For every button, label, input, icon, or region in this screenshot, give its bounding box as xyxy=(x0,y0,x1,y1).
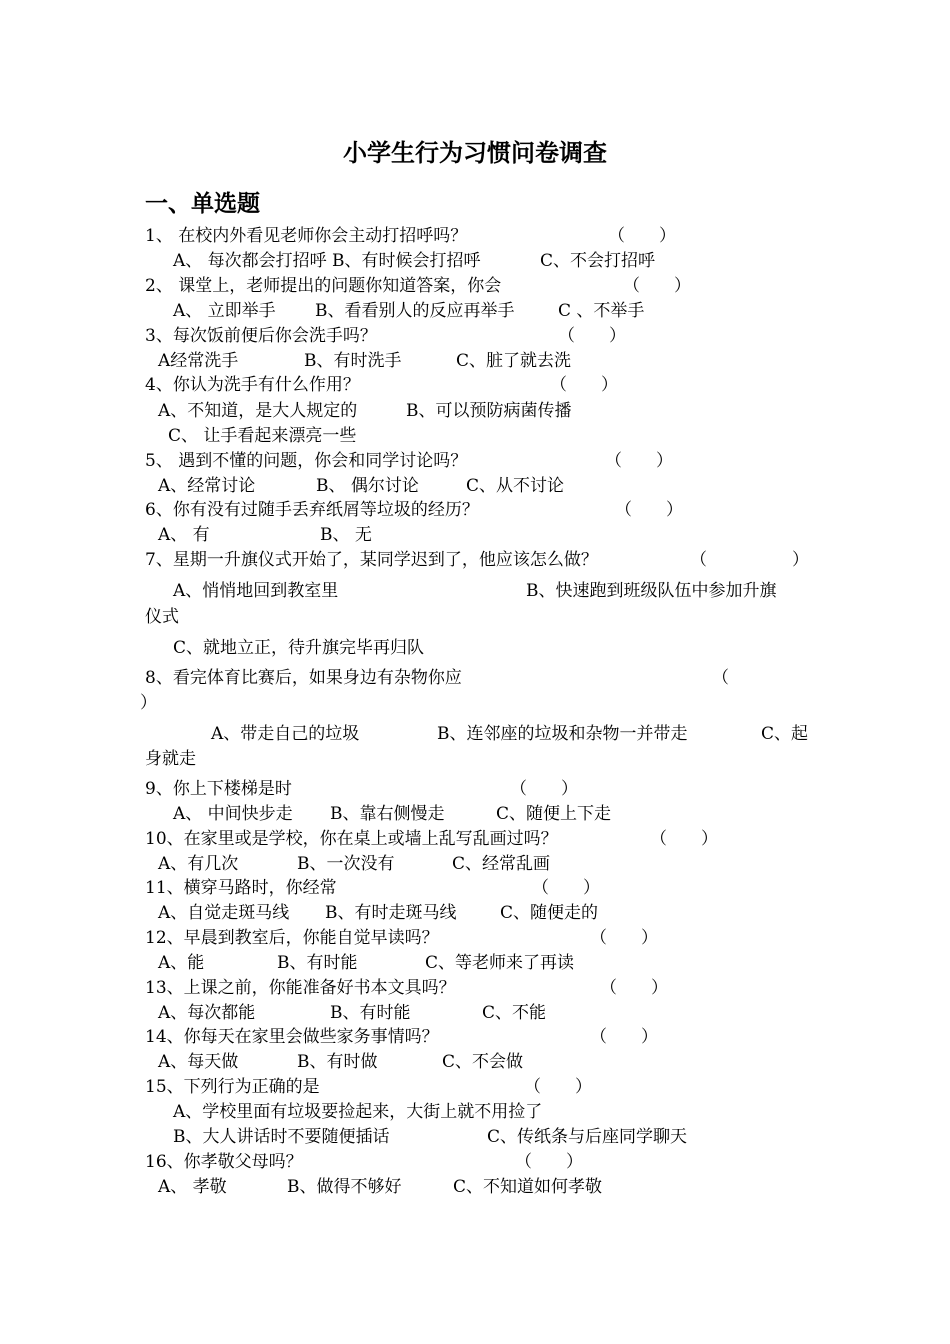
answer-blank-9[interactable]: （ ） xyxy=(510,779,578,799)
option-3c: C、脏了就去洗 xyxy=(456,351,572,371)
option-3b: B、有时洗手 xyxy=(304,351,402,371)
section-heading: 一、单选题 xyxy=(145,191,260,217)
question-5: 5、 遇到不懂的问题，你会和同学讨论吗？ xyxy=(145,451,468,471)
option-9b: B、靠右侧慢走 xyxy=(330,804,445,824)
option-15b: B、大人讲话时不要随便插话 xyxy=(173,1127,390,1147)
option-7b: B、快速跑到班级队伍中参加升旗 xyxy=(526,581,777,601)
option-7c: C、就地立正，待升旗完毕再归队 xyxy=(173,638,425,658)
question-7: 7、星期一升旗仪式开始了，某同学迟到了，他应该怎么做？ xyxy=(145,550,598,570)
option-16c: C、不知道如何孝敬 xyxy=(453,1177,603,1197)
option-14c: C、不会做 xyxy=(442,1052,524,1072)
option-6b: B、 无 xyxy=(320,525,372,545)
option-5c: C、从不讨论 xyxy=(466,476,565,496)
option-2c: C 、不举手 xyxy=(558,301,645,321)
option-1b: B、有时候会打招呼 xyxy=(332,251,481,271)
answer-blank-6[interactable]: （ ） xyxy=(615,500,683,520)
question-13: 13、上课之前，你能准备好书本文具吗？ xyxy=(145,978,456,998)
option-2a: A、 立即举手 xyxy=(173,301,276,321)
page-title: 小学生行为习惯问卷调查 xyxy=(343,139,607,167)
question-6: 6、你有没有过随手丢弃纸屑等垃圾的经历？ xyxy=(145,500,479,520)
question-12: 12、早晨到教室后，你能自觉早读吗？ xyxy=(145,928,439,948)
question-1: 1、 在校内外看见老师你会主动打招呼吗？ xyxy=(145,226,468,246)
option-4a: A、不知道，是大人规定的 xyxy=(158,401,358,421)
option-12c: C、等老师来了再读 xyxy=(425,953,575,973)
option-3a: A经常洗手 xyxy=(158,351,239,371)
option-15a: A、学校里面有垃圾要捡起来，大街上就不用捡了 xyxy=(173,1102,543,1122)
option-9c: C、随便上下走 xyxy=(496,804,612,824)
question-2: 2、 课堂上，老师提出的问题你知道答案，你会 xyxy=(145,276,502,296)
option-11c: C、随便走的 xyxy=(500,903,599,923)
option-14b: B、有时做 xyxy=(297,1052,378,1072)
answer-blank-8-open[interactable]: （ xyxy=(712,668,729,688)
option-2b: B、看看别人的反应再举手 xyxy=(315,301,515,321)
answer-blank-3[interactable]: （ ） xyxy=(558,326,626,346)
option-11b: B、有时走斑马线 xyxy=(325,903,457,923)
answer-blank-13[interactable]: （ ） xyxy=(600,978,668,998)
option-11a: A、自觉走斑马线 xyxy=(158,903,290,923)
option-12a: A、能 xyxy=(158,953,205,973)
option-7a: A、悄悄地回到教室里 xyxy=(173,581,339,601)
option-6a: A、 有 xyxy=(158,525,210,545)
question-8: 8、看完体育比赛后，如果身边有杂物你应 xyxy=(145,668,462,688)
option-13a: A、每次都能 xyxy=(158,1003,256,1023)
option-5a: A、经常讨论 xyxy=(158,476,256,496)
option-14a: A、每天做 xyxy=(158,1052,239,1072)
question-10: 10、在家里或是学校，你在桌上或墙上乱写乱画过吗？ xyxy=(145,829,558,849)
answer-blank-10[interactable]: （ ） xyxy=(650,829,718,849)
question-16: 16、你孝敬父母吗？ xyxy=(145,1152,303,1172)
question-4: 4、你认为洗手有什么作用？ xyxy=(145,375,360,395)
question-11: 11、横穿马路时，你经常 xyxy=(145,878,337,898)
option-9a: A、 中间快步走 xyxy=(173,804,293,824)
option-12b: B、有时能 xyxy=(277,953,358,973)
option-8b: B、连邻座的垃圾和杂物一并带走 xyxy=(437,724,688,744)
answer-blank-14[interactable]: （ ） xyxy=(590,1027,658,1047)
option-4c: C、 让手看起来漂亮一些 xyxy=(168,426,357,446)
option-10c: C、经常乱画 xyxy=(452,854,551,874)
option-10b: B、一次没有 xyxy=(297,854,395,874)
option-10a: A、有几次 xyxy=(158,854,239,874)
option-16a: A、 孝敬 xyxy=(158,1177,227,1197)
question-9: 9、你上下楼梯是时 xyxy=(145,779,292,799)
answer-blank-15[interactable]: （ ） xyxy=(524,1077,592,1097)
option-5b: B、 偶尔讨论 xyxy=(316,476,419,496)
option-16b: B、做得不够好 xyxy=(287,1177,402,1197)
answer-blank-1[interactable]: （ ） xyxy=(608,226,676,246)
option-4b: B、可以预防病菌传播 xyxy=(406,401,572,421)
answer-blank-4[interactable]: （ ） xyxy=(550,375,618,395)
option-13b: B、有时能 xyxy=(330,1003,411,1023)
answer-blank-12[interactable]: （ ） xyxy=(590,928,658,948)
question-3: 3、每次饭前便后你会洗手吗？ xyxy=(145,326,377,346)
answer-blank-2[interactable]: （ ） xyxy=(623,276,691,296)
option-8c: C、起 xyxy=(761,724,809,744)
answer-blank-7[interactable]: （ ） xyxy=(690,550,809,570)
option-1a: A、 每次都会打招呼 xyxy=(173,251,327,271)
answer-blank-8-close[interactable]: ） xyxy=(140,693,157,713)
question-15: 15、下列行为正确的是 xyxy=(145,1077,320,1097)
answer-blank-5[interactable]: （ ） xyxy=(605,451,673,471)
option-15c: C、传纸条与后座同学聊天 xyxy=(487,1127,688,1147)
question-14: 14、你每天在家里会做些家务事情吗？ xyxy=(145,1027,439,1047)
answer-blank-11[interactable]: （ ） xyxy=(532,878,600,898)
option-13c: C、不能 xyxy=(482,1003,547,1023)
answer-blank-16[interactable]: （ ） xyxy=(515,1152,583,1172)
option-8a: A、带走自己的垃圾 xyxy=(211,724,360,744)
option-1c: C、不会打招呼 xyxy=(540,251,656,271)
option-7b-continued: 仪式 xyxy=(145,607,179,627)
option-8c-continued: 身就走 xyxy=(145,749,196,769)
